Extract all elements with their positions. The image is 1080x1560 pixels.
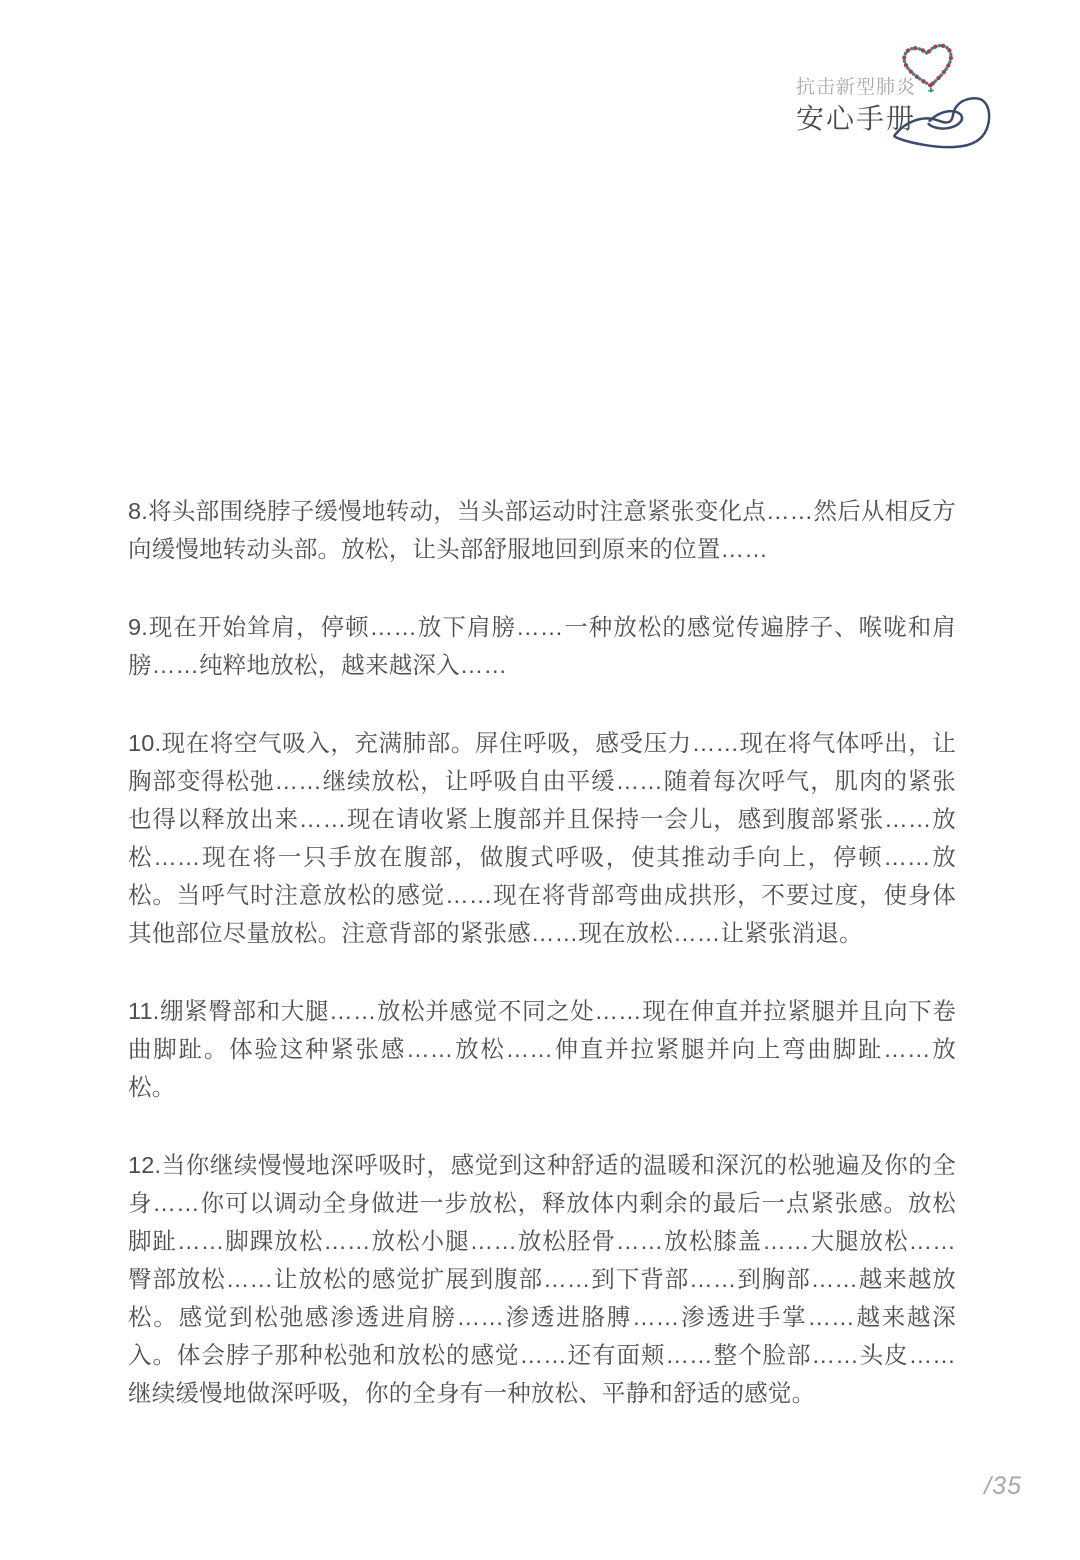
document-body [128, 492, 956, 1452]
brand-tagline: 抗击新型肺炎 [796, 77, 917, 98]
paragraph-12: 12.当你继续慢慢地深呼吸时，感觉到这种舒适的温暖和深沉的松驰遍及你的全身……你可以调动全身做进一步放松，释放体内剩余的最后一点紧张感。放松脚趾……脚踝放松……放松小腿……放松胫骨……放松膝盖……大腿放松……臀部放松……让放松的感觉扩展到腹部……到下背部……到胸部……越来越放松。感觉到松弛感渗透进肩膀……渗透进胳膊……渗透进手掌……越来越深入。体会脖子那种松弛和放松的感觉……还有面颊……整个脸部……头皮……继续缓慢地做深呼吸，你的全身有一种放松、平静和舒适的感觉。 [128, 1152, 956, 1406]
hand-icon [894, 98, 989, 147]
brand-logo [888, 40, 992, 154]
paragraph-10: 10.现在将空气吸入，充满肺部。屏住呼吸，感受压力……现在将气体呼出，让胸部变得松弛……继续放松，让呼吸自由平缓……随着每次呼气，肌肉的紧张也得以释放出来……现在请收紧上腹部并且保持一会儿，感到腹部紧张……放松……现在将一只手放在腹部，做腹式呼吸，使其推动手向上，停顿……放松。当呼气时注意放松的感觉……现在将背部弯曲成拱形，不要过度，使身体其他部位尽量放松。注意背部的紧张感……现在放松……让紧张消退。 [128, 730, 956, 946]
page-number: /35 [984, 1472, 1022, 1500]
heart-wreath-icon [903, 45, 954, 95]
paragraph-8: 8.将头部围绕脖子缓慢地转动，当头部运动时注意紧张变化点……然后从相反方向缓慢地转动头部。放松，让头部舒服地回到原来的位置…… [128, 498, 956, 562]
paragraph-11: 11.绷紧臀部和大腿……放松并感觉不同之处……现在伸直并拉紧腿并且向下卷曲脚趾。体验这种紧张感……放松……伸直并拉紧腿并向上弯曲脚趾……放松。 [128, 998, 956, 1100]
paragraph-9: 9.现在开始耸肩，停顿……放下肩膀……一种放松的感觉传遍脖子、喉咙和肩膀……纯粹地放松，越来越深入…… [128, 614, 956, 678]
brand-title: 安心手册 [796, 103, 917, 134]
